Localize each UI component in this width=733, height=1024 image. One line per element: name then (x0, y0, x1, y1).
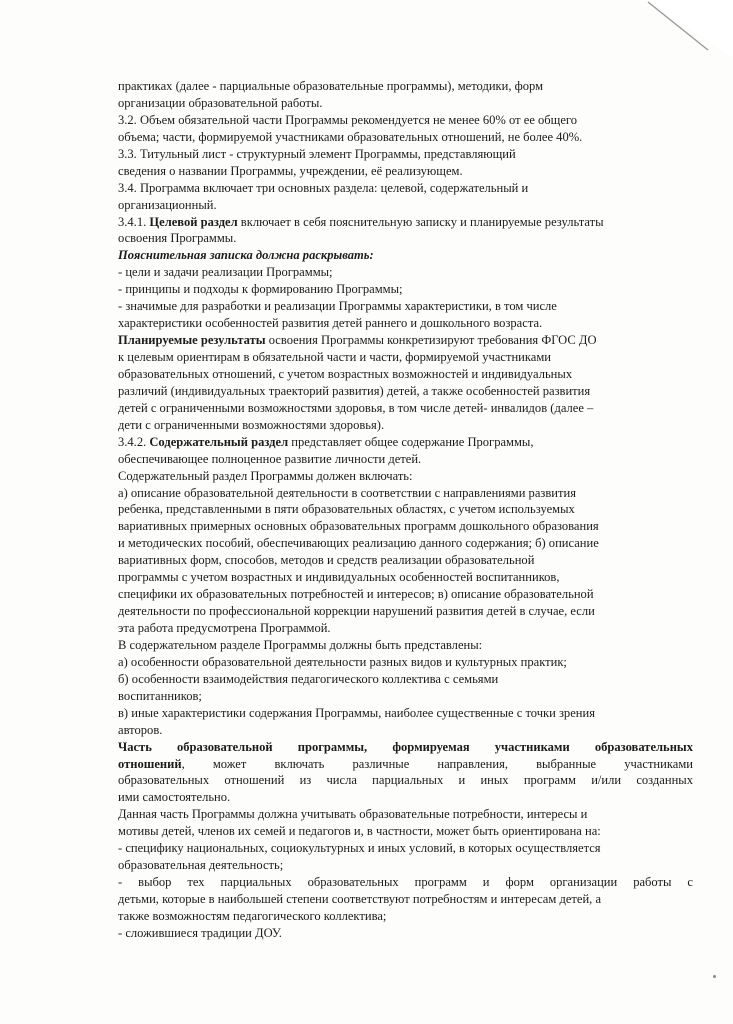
line-text: организационный. (118, 197, 217, 212)
line-text: вариативных примерных основных образовательных программ дошкольного образования (118, 519, 599, 534)
text-line (118, 535, 693, 552)
text-line (118, 705, 693, 722)
line-text: объема; части, формируемой участниками образовательных отношений, не более 40%. (118, 129, 583, 144)
bold-heading-text: Содержательный раздел (149, 434, 289, 449)
text-line (118, 908, 693, 925)
line-text: Содержательный раздел Программы должен включать: (118, 468, 413, 483)
line-text: ребенка, представленными в пяти образовательных областях, с учетом используемых (118, 502, 575, 517)
line-text: образовательных отношений, с учетом возрастных возможностей и индивидуальных (118, 366, 573, 381)
text-line (118, 485, 693, 502)
line-text: 3.4.1. (118, 214, 150, 229)
line-text: авторов. (118, 722, 163, 737)
text-line (118, 146, 693, 163)
text-line (118, 332, 693, 349)
text-line (118, 230, 693, 247)
text-line (118, 603, 693, 620)
line-text: - значимые для разработки и реализации Программы характеристики, в том числе (118, 299, 557, 314)
line-text: дети с ограниченными возможностями здоровья). (118, 417, 385, 432)
line-text: организации образовательной работы. (118, 95, 323, 110)
bold-heading-text: Планируемые результаты (118, 333, 266, 348)
line-text: б) особенности взаимодействия педагогического коллектива с семьями (118, 671, 499, 686)
line-text: освоения Программы. (118, 231, 237, 246)
line-text: представляет общее содержание Программы, (288, 434, 534, 449)
text-line (118, 264, 693, 281)
text-line (118, 806, 693, 823)
line-text: в) иные характеристики содержания Программы, наиболее существенные с точки зрения (118, 705, 595, 720)
line-text: - специфику национальных, социокультурных и иных условий, в которых осуществляется (118, 841, 601, 856)
text-line (118, 637, 693, 654)
text-line (118, 569, 693, 586)
text-line (118, 95, 693, 112)
text-line (118, 840, 693, 857)
bold-heading-text: Часть образовательной программы, формируемая участниками образовательных (118, 739, 693, 754)
bold-heading-text: Целевой раздел (149, 214, 238, 229)
text-line (118, 501, 693, 518)
line-text: различий (индивидуальных траекторий развития) детей, а также особенностей развития (118, 383, 591, 398)
line-text: 3.3. Титульный лист - структурный элемент Программы, представляющий (118, 146, 516, 161)
text-line (118, 417, 693, 434)
line-text: образовательная деятельность; (118, 858, 284, 873)
line-text: программы с учетом возрастных и индивидуальных особенностей воспитанников, (118, 570, 560, 585)
text-line (118, 739, 693, 756)
text-line (118, 518, 693, 535)
line-text: мотивы детей, членов их семей и педагогов и, в частности, может быть ориентирована на: (118, 824, 601, 839)
text-line (118, 891, 693, 908)
text-line (118, 857, 693, 874)
text-line (118, 671, 693, 688)
document-body (118, 78, 693, 942)
line-text: к целевым ориентирам в обязательной части и части, формируемой участниками (118, 350, 551, 364)
bold-heading-text: Пояснительная записка должна раскрывать: (118, 248, 374, 263)
line-text: - выбор тех парциальных образовательных программ и форм организации работы с (118, 875, 693, 890)
text-line (118, 823, 693, 840)
line-text: В содержательном разделе Программы должны быть представлены: (118, 637, 483, 652)
line-text: практиках (далее - парциальные образовательные программы), методики, форм (118, 79, 544, 93)
text-line (118, 654, 693, 671)
text-line (118, 620, 693, 637)
line-text: , может включать различные направления, выбранные участниками (181, 756, 693, 771)
text-line (118, 163, 693, 180)
line-text: ими самостоятельно. (118, 790, 231, 805)
line-text: а) особенности образовательной деятельности разных видов и культурных практик; (118, 654, 567, 669)
line-text: а) описание образовательной деятельности в соответствии с направлениями развития (118, 485, 576, 500)
line-text: - принципы и подходы к формированию Программы; (118, 282, 403, 297)
line-text: воспитанников; (118, 688, 202, 703)
line-text: деятельности по профессиональной коррекции нарушений развития детей в случае, если (118, 604, 595, 619)
text-line (118, 214, 693, 231)
line-text: освоения Программы конкретизируют требования ФГОС ДО (265, 333, 597, 348)
line-text: и методических пособий, обеспечивающих реализацию данного содержания; б) описание (118, 536, 599, 551)
text-line (118, 180, 693, 197)
text-line (118, 129, 693, 146)
line-text: характеристики особенностей развития детей раннего и дошкольного возраста. (118, 316, 543, 331)
text-line (118, 315, 693, 332)
line-text: сведения о названии Программы, учреждении, её реализующем. (118, 163, 463, 178)
bold-heading-text: отношений (118, 756, 182, 771)
line-text: 3.4. Программа включает три основных раздела: целевой, содержательный и (118, 180, 529, 195)
line-text: обеспечивающее полноценное развитие личности детей. (118, 451, 422, 466)
line-text: вариативных форм, способов, методов и средств реализации образовательной (118, 553, 535, 568)
text-line (118, 400, 693, 417)
line-text: также возможностям педагогического коллектива; (118, 908, 387, 923)
text-line (118, 112, 693, 129)
text-line (118, 349, 693, 366)
text-line (118, 552, 693, 569)
text-line (118, 197, 693, 214)
line-text: образовательных отношений из числа парциальных и иных программ и/или созданных (118, 773, 693, 788)
text-line (118, 772, 693, 789)
line-text: специфики их образовательных потребностей и интересов; в) описание образовательной (118, 587, 594, 602)
text-line (118, 874, 693, 891)
text-line (118, 298, 693, 315)
text-line (118, 281, 693, 298)
text-line (118, 383, 693, 400)
text-line (118, 366, 693, 383)
text-line (118, 756, 693, 773)
text-line (118, 688, 693, 705)
line-text: эта работа предусмотрена Программой. (118, 621, 331, 635)
scan-speck (713, 975, 716, 978)
line-text: - цели и задачи реализации Программы; (118, 265, 333, 280)
line-text: 3.4.2. (118, 434, 150, 449)
text-line (118, 451, 693, 468)
text-line (118, 434, 693, 451)
line-text: Данная часть Программы должна учитывать образовательные потребности, интересы и (118, 807, 588, 822)
text-line (118, 722, 693, 739)
line-text: включает в себя пояснительную записку и планируемые результаты (237, 214, 604, 229)
line-text: - сложившиеся традиции ДОУ. (118, 925, 282, 940)
line-text: детьми, которые в наибольшей степени соответствуют потребностям и интересам детей, а (118, 892, 602, 906)
text-line (118, 247, 693, 264)
line-text: детей с ограниченными возможностями здоровья, в том числе детей- инвалидов (далее – (118, 400, 594, 415)
text-line (118, 586, 693, 603)
text-line (118, 78, 693, 95)
line-text: 3.2. Объем обязательной части Программы рекомендуется не менее 60% от ее общего (118, 112, 578, 127)
text-line (118, 789, 693, 806)
text-line (118, 925, 693, 942)
text-line (118, 468, 693, 485)
